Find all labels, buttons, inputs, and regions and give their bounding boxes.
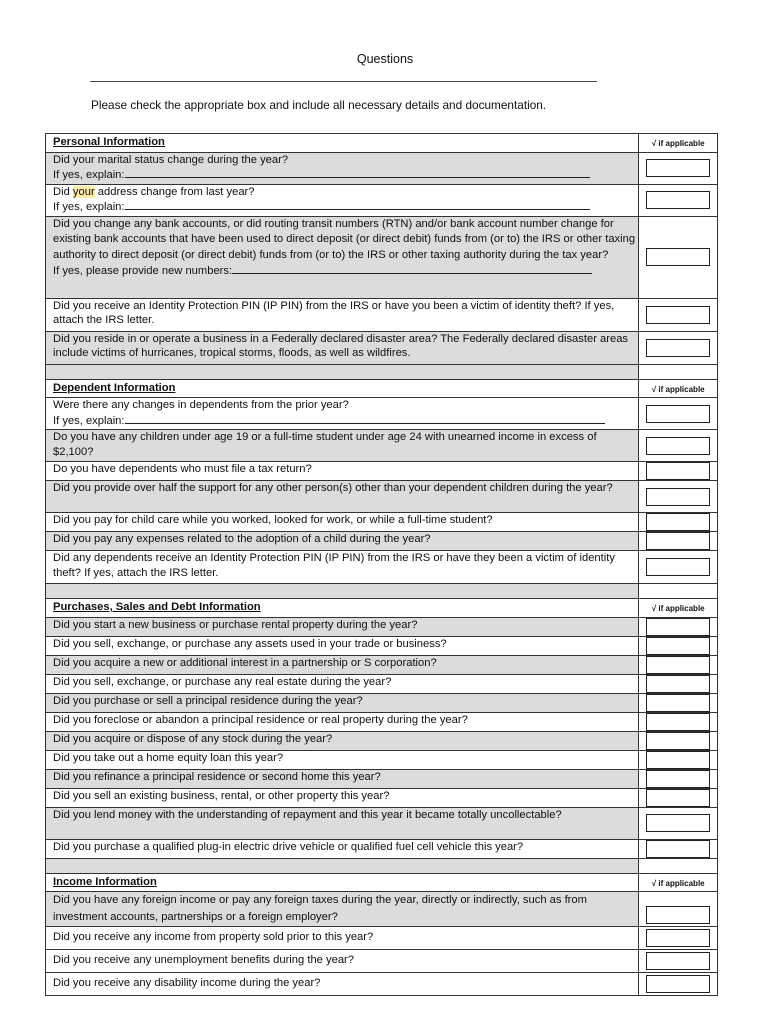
section-header-purchases bbox=[46, 599, 718, 618]
question-text: Did you foreclose or abandon a principal residence or real property during the year? bbox=[46, 712, 639, 731]
checkbox[interactable] bbox=[646, 952, 710, 970]
question-text: Did you pay any expenses related to the adoption of a child during the year? bbox=[46, 532, 639, 551]
checkbox[interactable] bbox=[646, 513, 710, 531]
checkbox[interactable] bbox=[646, 929, 710, 947]
checkbox[interactable] bbox=[646, 713, 710, 731]
question-row bbox=[46, 398, 718, 430]
question-text: Do you have any children under age 19 or a full-time student under age 24 with unearned income in excess of $2,100? bbox=[46, 430, 639, 462]
question-row bbox=[46, 481, 718, 513]
question-row bbox=[46, 892, 718, 927]
checkbox[interactable] bbox=[646, 248, 710, 266]
checkbox[interactable] bbox=[646, 637, 710, 655]
question-text: Did you receive any income from property sold prior to this year? bbox=[46, 927, 639, 950]
question-text: Did your marital status change during the year? bbox=[53, 153, 289, 166]
checkbox[interactable] bbox=[646, 840, 710, 858]
question-row bbox=[46, 636, 718, 655]
section-header-income bbox=[46, 873, 718, 892]
document-title: Questions bbox=[356, 52, 414, 66]
question-text: Did you reside in or operate a business in a Federally declared disaster area? The Federally declared disaster areas include victims of hurricanes, tropical storms, floods, as well as wildfires. bbox=[46, 331, 639, 364]
highlighted-word: your bbox=[72, 185, 95, 198]
question-row bbox=[46, 674, 718, 693]
explain-label: If yes, explain: bbox=[53, 201, 125, 213]
question-text: Did you refinance a principal residence or second home this year? bbox=[46, 769, 639, 788]
question-row bbox=[46, 655, 718, 674]
checkbox[interactable] bbox=[646, 306, 710, 324]
checkbox[interactable] bbox=[646, 339, 710, 357]
question-text: Did you receive any disability income during the year? bbox=[46, 973, 639, 996]
explain-label: If yes, explain: bbox=[53, 414, 125, 427]
question-text: Did bbox=[53, 185, 73, 198]
question-text: Did you start a new business or purchase rental property during the year? bbox=[46, 617, 639, 636]
explain-blank[interactable] bbox=[125, 413, 605, 424]
title-rule bbox=[90, 81, 597, 82]
checkbox[interactable] bbox=[646, 532, 710, 550]
explain-label: If yes, explain: bbox=[53, 169, 125, 181]
question-text: Did you receive an Identity Protection PIN (IP PIN) from the IRS or have you been a victim of identity theft? If yes, attach the IRS letter. bbox=[46, 298, 639, 331]
question-row bbox=[46, 950, 718, 973]
question-row bbox=[46, 152, 718, 184]
question-text: Did you lend money with the understanding of repayment and this year it became totally uncollectable? bbox=[46, 807, 639, 839]
checkbox[interactable] bbox=[646, 675, 710, 693]
question-text: Did you sell, exchange, or purchase any assets used in your trade or business? bbox=[46, 636, 639, 655]
checkbox[interactable] bbox=[646, 462, 710, 480]
applicable-label: √ if applicable bbox=[639, 134, 718, 153]
question-row bbox=[46, 462, 718, 481]
explain-blank[interactable] bbox=[125, 199, 590, 210]
checkbox[interactable] bbox=[646, 975, 710, 993]
question-row bbox=[46, 693, 718, 712]
question-text: Were there any changes in dependents from the prior year? bbox=[53, 399, 349, 411]
question-row bbox=[46, 769, 718, 788]
question-row bbox=[46, 430, 718, 462]
question-row bbox=[46, 927, 718, 950]
checkbox[interactable] bbox=[646, 770, 710, 788]
section-title: Purchases, Sales and Debt Information bbox=[46, 599, 639, 618]
section-title: Income Information bbox=[46, 873, 639, 892]
question-text: Did you sell, exchange, or purchase any real estate during the year? bbox=[46, 674, 639, 693]
instructions-text: Please check the appropriate box and include all necessary details and documentation. bbox=[91, 98, 547, 112]
explain-label: If yes, please provide new numbers: bbox=[53, 265, 233, 278]
checkbox[interactable] bbox=[646, 618, 710, 636]
question-row bbox=[46, 298, 718, 331]
checkbox[interactable] bbox=[646, 558, 710, 576]
question-row bbox=[46, 712, 718, 731]
question-row bbox=[46, 184, 718, 216]
question-row bbox=[46, 839, 718, 858]
question-text: Did you acquire a new or additional interest in a partnership or S corporation? bbox=[46, 655, 639, 674]
checkbox[interactable] bbox=[646, 814, 710, 832]
explain-blank[interactable] bbox=[232, 263, 592, 274]
section-spacer bbox=[46, 858, 718, 873]
question-text: Did you change any bank accounts, or did routing transit numbers (RTN) and/or bank account number change for existing bank accounts that have been used to direct deposit (or direct debit) funds from (or to) the IRS or other taxing authority to direct deposit (or direct debit) funds from (or to) the IRS or other taxing authority during the tax year? bbox=[53, 217, 636, 261]
question-text: Did you sell an existing business, rental, or other property this year? bbox=[46, 788, 639, 807]
question-row bbox=[46, 731, 718, 750]
section-spacer bbox=[46, 584, 718, 599]
checkbox[interactable] bbox=[646, 488, 710, 506]
question-text: Did you purchase a qualified plug-in electric drive vehicle or qualified fuel cell vehicle this year? bbox=[46, 839, 639, 858]
section-header-dependent bbox=[46, 379, 718, 398]
question-text: Did you take out a home equity loan this year? bbox=[46, 750, 639, 769]
section-title: Personal Information bbox=[46, 134, 639, 153]
checkbox[interactable] bbox=[646, 789, 710, 807]
checkbox[interactable] bbox=[646, 191, 710, 209]
question-text: Did you purchase or sell a principal residence during the year? bbox=[46, 693, 639, 712]
question-text: Did any dependents receive an Identity Protection PIN (IP PIN) from the IRS or have they been a victim of identity theft? If yes, attach the IRS letter. bbox=[46, 551, 639, 584]
question-row bbox=[46, 331, 718, 364]
checkbox[interactable] bbox=[646, 751, 710, 769]
question-row bbox=[46, 788, 718, 807]
section-header-personal bbox=[46, 134, 718, 153]
checkbox[interactable] bbox=[646, 694, 710, 712]
section-spacer bbox=[46, 364, 718, 379]
question-row bbox=[46, 973, 718, 996]
checkbox[interactable] bbox=[646, 159, 710, 177]
checkbox[interactable] bbox=[646, 656, 710, 674]
checkbox[interactable] bbox=[646, 732, 710, 750]
question-text: Did you pay for child care while you worked, looked for work, or while a full-time student? bbox=[46, 513, 639, 532]
question-row bbox=[46, 532, 718, 551]
question-row bbox=[46, 513, 718, 532]
question-row bbox=[46, 807, 718, 839]
question-row bbox=[46, 551, 718, 584]
applicable-label: √ if applicable bbox=[639, 599, 718, 618]
question-row bbox=[46, 750, 718, 769]
section-title: Dependent Information bbox=[46, 379, 639, 398]
explain-blank[interactable] bbox=[125, 167, 590, 178]
applicable-label: √ if applicable bbox=[639, 873, 718, 892]
checkbox[interactable] bbox=[646, 405, 710, 423]
question-text: Did you receive any unemployment benefits during the year? bbox=[46, 950, 639, 973]
question-text: address change from last year? bbox=[94, 185, 255, 198]
question-row bbox=[46, 617, 718, 636]
question-text: Did you have any foreign income or pay any foreign taxes during the year, directly or indirectly, such as from investment accounts, partnerships or a foreign employer? bbox=[46, 892, 639, 927]
applicable-label: √ if applicable bbox=[639, 379, 718, 398]
question-text: Did you acquire or dispose of any stock during the year? bbox=[46, 731, 639, 750]
question-text: Do you have dependents who must file a tax return? bbox=[46, 462, 639, 481]
questionnaire-table bbox=[45, 133, 718, 996]
question-text: Did you provide over half the support for any other person(s) other than your dependent children during the year? bbox=[46, 481, 639, 513]
checkbox[interactable] bbox=[646, 906, 710, 924]
question-row bbox=[46, 216, 718, 298]
checkbox[interactable] bbox=[646, 437, 710, 455]
